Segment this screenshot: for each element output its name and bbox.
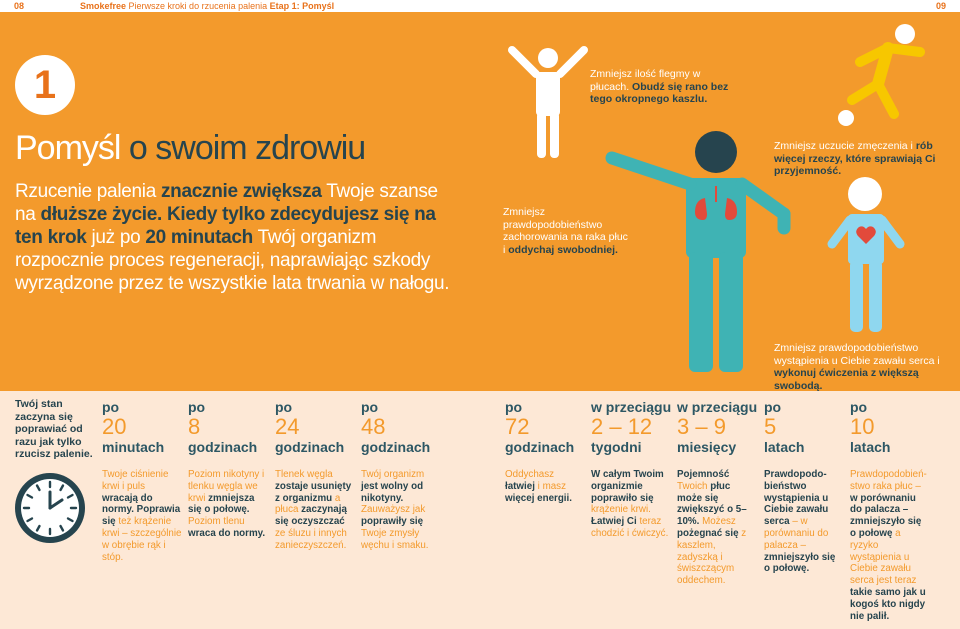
step-7-description bbox=[677, 469, 757, 587]
timeline-step-8 bbox=[764, 400, 804, 455]
note-emphasis: wykonuj ćwiczenia z większą swobodą. bbox=[774, 367, 919, 392]
desc-emphasis: Pojemność bbox=[677, 469, 730, 480]
desc-text: Twój organizm bbox=[361, 469, 425, 480]
intro-emphasis: Kiedy tylko zdecydujesz się na ten krok bbox=[15, 204, 436, 248]
desc-text: Oddychasz bbox=[505, 469, 555, 480]
intro-emphasis: 20 minutach bbox=[145, 227, 253, 248]
intro-text: już po bbox=[86, 227, 146, 248]
note-emphasis: Obudź się rano bez tego okropnego kaszlu. bbox=[590, 80, 729, 105]
note-emphasis: oddychaj swobodniej. bbox=[508, 243, 618, 256]
desc-emphasis: zostaje usunięty z organizmu bbox=[275, 480, 352, 504]
person-kicking-ball-icon bbox=[838, 24, 920, 126]
step-prefix: w przeciągu bbox=[677, 399, 758, 415]
page-title bbox=[15, 128, 365, 168]
step-unit: godzinach bbox=[505, 439, 575, 455]
desc-emphasis: płuc może się zwiększyć o 5–10%. bbox=[677, 480, 747, 528]
desc-emphasis: Łatwiej Ci bbox=[591, 516, 637, 528]
note-text: Zmniejsz ilość flegmy w płucach. bbox=[590, 68, 701, 93]
timeline-step-1 bbox=[102, 400, 164, 455]
step-unit: miesięcy bbox=[677, 439, 737, 455]
desc-text: z kaszlem, zadyszką i świszczącym oddechem. bbox=[677, 527, 747, 587]
note-flegma bbox=[590, 68, 740, 106]
step-2-description bbox=[188, 469, 268, 540]
step-unit: godzinach bbox=[275, 439, 345, 455]
step-number: 2 – 12 bbox=[591, 414, 653, 439]
timeline-step-9 bbox=[850, 400, 890, 455]
desc-text: a ryzyko wystąpienia u Ciebie zawału serca jest teraz bbox=[850, 527, 917, 587]
desc-text: Zauważysz jak bbox=[361, 504, 426, 516]
desc-emphasis: takie samo jak u kogoś kto nigdy nie palił. bbox=[850, 586, 926, 622]
note-text: i bbox=[503, 243, 509, 256]
desc-text: i masz bbox=[534, 480, 566, 492]
step-prefix: po bbox=[850, 399, 868, 415]
desc-text: teraz chodzić i ćwiczyć. bbox=[591, 516, 669, 539]
person-heart-icon bbox=[832, 177, 900, 332]
step-prefix: po bbox=[275, 399, 293, 415]
desc-emphasis: więcej energii. bbox=[505, 492, 572, 504]
desc-text: Poziom tlenu bbox=[188, 516, 245, 528]
desc-emphasis: zmniejszyło się o połowę. bbox=[764, 551, 836, 575]
title-highlight: Pomyśl bbox=[15, 129, 121, 167]
step-prefix: po bbox=[505, 399, 523, 415]
desc-text: Tlenek węgla bbox=[275, 469, 333, 480]
step-prefix: po bbox=[102, 399, 120, 415]
step-number: 10 bbox=[850, 414, 875, 439]
step-number: 72 bbox=[505, 414, 530, 439]
desc-emphasis: wraca do normy. bbox=[188, 527, 266, 539]
brand-name: Smokefree bbox=[80, 1, 127, 11]
timeline-step-7 bbox=[677, 400, 757, 455]
step-number: 20 bbox=[102, 414, 127, 439]
breadcrumb-subtitle: Pierwsze kroki do rzucenia palenia bbox=[128, 1, 268, 11]
step-prefix: po bbox=[764, 399, 782, 415]
desc-text: ze śluzu i innych zanieczyszczeń. bbox=[275, 527, 347, 551]
desc-emphasis: Poprawia się bbox=[102, 504, 181, 528]
desc-text: też krążenie krwi – szczególnie w obrębie rąk i stóp. bbox=[102, 516, 182, 563]
step-3-description bbox=[275, 469, 355, 552]
intro-emphasis: znacznie zwiększa bbox=[160, 181, 322, 202]
timeline-step-6 bbox=[591, 400, 671, 455]
step-number: 24 bbox=[275, 414, 300, 439]
step-number: 48 bbox=[361, 414, 386, 439]
timeline-intro: Twój stan zaczyna się poprawiać od razu jak tylko rzucisz palenie. bbox=[15, 398, 93, 460]
desc-emphasis: W całym Twoim organizmie poprawiło się bbox=[591, 469, 664, 504]
note-emphasis: rób więcej rzeczy, które sprawiają Ci przyjemność. bbox=[774, 140, 936, 177]
note-text: Zmniejsz prawdopodobieństwo zachorowania na raka płuc bbox=[503, 206, 628, 243]
intro-text: Twój organizm rozpocznie proces regeneracji, naprawiając szkody wyrządzone przez te wszystkie lata trwania w nałogu. bbox=[15, 227, 450, 294]
desc-text: Twoje ciśnienie krwi i puls bbox=[102, 469, 169, 492]
desc-text: a płuca bbox=[275, 492, 341, 516]
note-serce bbox=[774, 342, 954, 392]
step-unit: godzinach bbox=[188, 439, 258, 455]
desc-emphasis: Prawdopodo-bieństwo wystąpienia u Ciebie zawału serca bbox=[764, 469, 829, 528]
step-unit: minutach bbox=[102, 439, 165, 455]
step-prefix: po bbox=[361, 399, 379, 415]
desc-emphasis: zmniejsza się o połowę. bbox=[188, 492, 255, 516]
step-unit: latach bbox=[850, 439, 891, 455]
title-rest: o swoim zdrowiu bbox=[128, 129, 366, 167]
note-text: Zmniejsz prawdopodobieństwo wystąpienia u Ciebie zawału serca i bbox=[774, 342, 940, 367]
desc-text: krążenie krwi. bbox=[591, 504, 651, 516]
desc-text: Prawdopodobień-stwo raka płuc – bbox=[850, 469, 927, 492]
desc-text: Twoje zmysły węchu i smaku. bbox=[361, 527, 429, 551]
step-5-description bbox=[505, 469, 585, 504]
intro-emphasis: dłuższe życie. bbox=[40, 204, 162, 225]
intro-text: Twoje szanse na bbox=[15, 181, 438, 225]
step-unit: tygodni bbox=[591, 439, 642, 455]
step-unit: godzinach bbox=[361, 439, 431, 455]
step-number-badge: 1 bbox=[15, 55, 75, 115]
step-9-description bbox=[850, 469, 930, 622]
note-text: Zmniejsz uczucie zmęczenia bbox=[774, 140, 908, 152]
timeline-step-4 bbox=[361, 400, 430, 455]
note-pluca bbox=[503, 206, 633, 256]
desc-emphasis: łatwiej bbox=[505, 480, 535, 492]
page-number-left: 08 bbox=[14, 1, 25, 11]
timeline-step-3 bbox=[275, 400, 344, 455]
step-unit: latach bbox=[764, 439, 805, 455]
timeline-step-5 bbox=[505, 400, 574, 455]
step-4-description bbox=[361, 469, 441, 552]
step-number: 5 bbox=[764, 414, 777, 439]
desc-text: Możesz bbox=[699, 516, 736, 528]
note-text: i bbox=[907, 140, 916, 152]
step-number: 8 bbox=[188, 414, 201, 439]
clock-icon bbox=[12, 470, 88, 546]
person-arms-up-icon bbox=[512, 48, 584, 158]
person-lungs-icon bbox=[612, 131, 784, 372]
desc-emphasis: jest wolny od nikotyny. bbox=[361, 480, 424, 504]
step-prefix: w przeciągu bbox=[591, 399, 672, 415]
desc-text: Twoich bbox=[677, 480, 711, 492]
step-number: 3 – 9 bbox=[677, 414, 726, 439]
desc-text: – w porównaniu do palacza – bbox=[764, 516, 829, 551]
step-prefix: po bbox=[188, 399, 206, 415]
desc-emphasis: zaczynają się oczyszczać bbox=[275, 504, 347, 528]
page-number-right: 09 bbox=[935, 1, 946, 11]
step-6-description bbox=[591, 469, 671, 540]
desc-emphasis: wracają do normy. bbox=[102, 492, 153, 516]
desc-emphasis: pożegnać się bbox=[677, 527, 739, 539]
intro-paragraph bbox=[15, 180, 455, 295]
desc-emphasis: poprawiły się bbox=[361, 516, 424, 528]
breadcrumb-stage: Etap 1: Pomyśl bbox=[269, 1, 335, 11]
timeline-step-2 bbox=[188, 400, 257, 455]
note-zmeczenie bbox=[774, 140, 954, 178]
step-8-description bbox=[764, 469, 844, 575]
desc-text: Poziom nikotyny i tlenku węgla we krwi bbox=[188, 469, 265, 504]
intro-text: Rzucenie palenia bbox=[15, 181, 161, 202]
desc-emphasis: w porównaniu do palacza – zmniejszyło się o połowę bbox=[850, 492, 922, 539]
step-1-description bbox=[102, 469, 182, 563]
